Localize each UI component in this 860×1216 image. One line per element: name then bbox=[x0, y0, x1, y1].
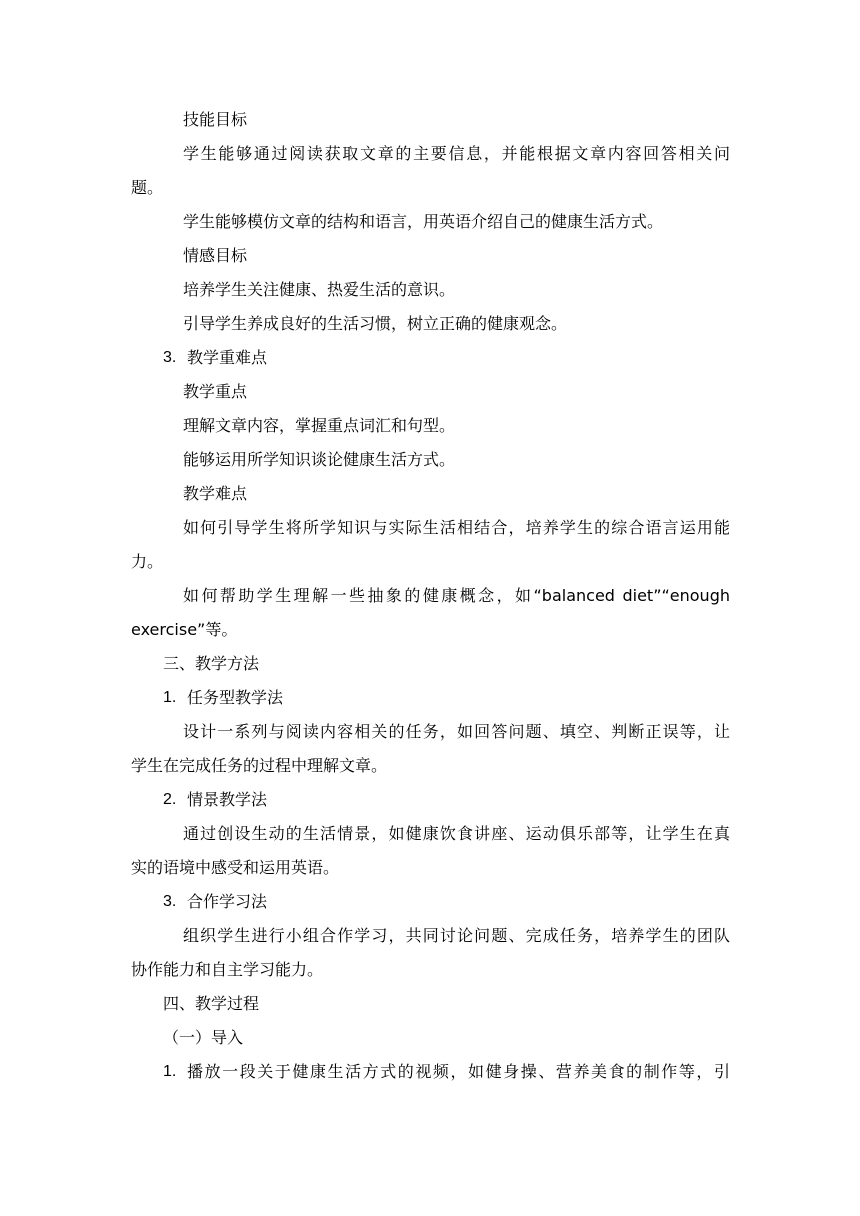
difficult-2-line1: 如何帮助学生理解一些抽象的健康概念，如“balanced diet”“enough bbox=[183, 586, 730, 605]
difficult-heading: 教学难点 bbox=[183, 484, 248, 503]
method3-line2: 协作能力和自主学习能力。 bbox=[131, 960, 324, 979]
method1-line1: 设计一系列与阅读内容相关的任务，如回答问题、填空、判断正误等，让 bbox=[183, 722, 730, 741]
method3-heading: 合作学习法 bbox=[187, 892, 268, 911]
sub1-heading: （一）导入 bbox=[163, 1028, 244, 1047]
method2-heading: 情景教学法 bbox=[187, 790, 268, 809]
step1-line1: 播放一段关于健康生活方式的视频，如健身操、营养美食的制作等，引 bbox=[187, 1062, 730, 1081]
method1-number: 1. bbox=[163, 689, 177, 706]
key-difficult-heading: 教学重难点 bbox=[187, 348, 268, 367]
key-difficult-number: 3. bbox=[163, 349, 177, 366]
method2-number: 2. bbox=[163, 791, 177, 808]
emotion-goal-2: 引导学生养成良好的生活习惯，树立正确的健康观念。 bbox=[183, 314, 568, 333]
method3-line1: 组织学生进行小组合作学习，共同讨论问题、完成任务，培养学生的团队 bbox=[183, 926, 730, 945]
difficult-1-line2: 力。 bbox=[131, 552, 164, 571]
emotion-goal-heading: 情感目标 bbox=[183, 246, 248, 265]
section3-heading: 三、教学方法 bbox=[163, 654, 260, 673]
method1-heading: 任务型教学法 bbox=[187, 688, 284, 707]
difficult-1-line1: 如何引导学生将所学知识与实际生活相结合，培养学生的综合语言运用能 bbox=[183, 518, 730, 537]
step1-number: 1. bbox=[163, 1063, 177, 1080]
method3-number: 3. bbox=[163, 893, 177, 910]
key-points-heading: 教学重点 bbox=[183, 382, 248, 401]
section4-heading: 四、教学过程 bbox=[163, 994, 260, 1013]
difficult-2-line2: exercise”等。 bbox=[131, 620, 238, 639]
method2-line2: 实的语境中感受和运用英语。 bbox=[131, 858, 340, 877]
skill-goal-heading: 技能目标 bbox=[183, 110, 248, 129]
emotion-goal-1: 培养学生关注健康、热爱生活的意识。 bbox=[183, 280, 456, 299]
key-point-2: 能够运用所学知识谈论健康生活方式。 bbox=[183, 450, 456, 469]
method1-line2: 学生在完成任务的过程中理解文章。 bbox=[131, 756, 388, 775]
key-point-1: 理解文章内容，掌握重点词汇和句型。 bbox=[183, 416, 456, 435]
skill-goal-1-line1: 学生能够通过阅读获取文章的主要信息，并能根据文章内容回答相关问 bbox=[183, 144, 730, 163]
skill-goal-1-line2: 题。 bbox=[131, 178, 164, 197]
skill-goal-2: 学生能够模仿文章的结构和语言，用英语介绍自己的健康生活方式。 bbox=[183, 212, 664, 231]
method2-line1: 通过创设生动的生活情景，如健康饮食讲座、运动俱乐部等，让学生在真 bbox=[183, 824, 730, 843]
